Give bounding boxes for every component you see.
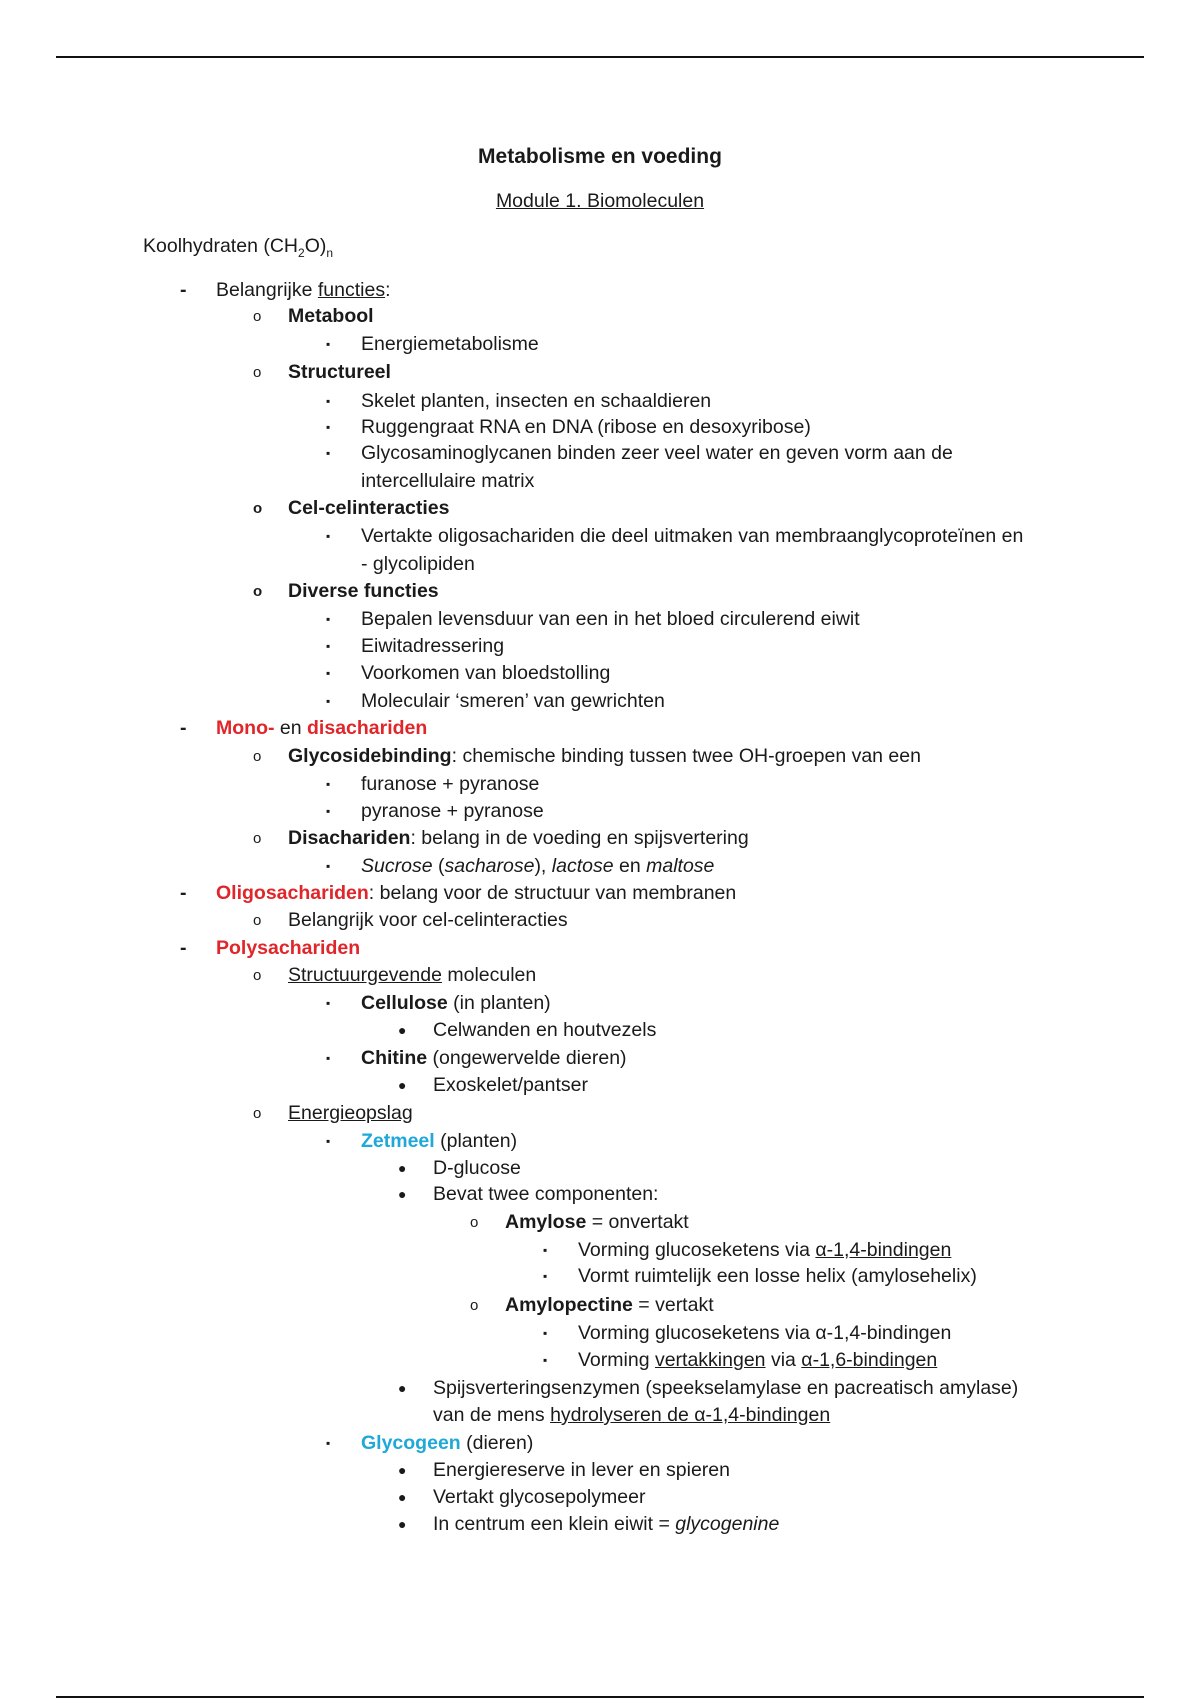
list-item: Spijsverteringsenzymen (speekselamylase en pacreatisch amylase) — [433, 1377, 1019, 1399]
bottom-rule — [56, 1696, 1144, 1698]
list-item: Vorming glucoseketens via α-1,4-bindingen — [578, 1322, 952, 1344]
list-item: Glycosaminoglycanen binden zeer veel water en geven vorm aan de — [361, 442, 953, 464]
list-item: Mono- en disachariden — [216, 717, 428, 739]
list-item-continuation: van de mens hydrolyseren de α-1,4-bindingen — [433, 1404, 831, 1426]
square-bullet: ▪ — [543, 1353, 548, 1367]
list-item: Moleculair ‘smeren’ van gewrichten — [361, 690, 665, 712]
list-item: Eiwitadressering — [361, 635, 505, 657]
square-bullet: ▪ — [326, 694, 331, 708]
circle-bullet: o — [253, 500, 263, 517]
square-bullet: ▪ — [326, 1436, 331, 1450]
circle-bullet: o — [253, 1105, 262, 1122]
list-item: Belangrijk voor cel-celinteracties — [288, 909, 568, 931]
square-bullet: ▪ — [326, 1051, 331, 1065]
list-item: Bevat twee componenten: — [433, 1183, 659, 1205]
circle-bullet: o — [253, 912, 262, 929]
circle-bullet: o — [253, 308, 262, 325]
dot-bullet: ● — [398, 1462, 407, 1478]
circle-bullet: o — [470, 1297, 479, 1314]
square-bullet: ▪ — [326, 420, 331, 434]
list-item: Energieopslag — [288, 1102, 413, 1124]
list-item: Structureel — [288, 361, 391, 383]
list-item: Vertakte oligosachariden die deel uitmaken van membraanglycoproteïnen en — [361, 525, 1024, 547]
list-item: furanose + pyranose — [361, 773, 540, 795]
square-bullet: ▪ — [326, 446, 331, 460]
circle-bullet: o — [253, 364, 262, 381]
list-item: Polysachariden — [216, 937, 361, 959]
list-item: Sucrose (sacharose), lactose en maltose — [361, 855, 715, 877]
list-item: D-glucose — [433, 1157, 521, 1179]
dot-bullet: ● — [398, 1160, 407, 1176]
list-item: Glycogeen (dieren) — [361, 1432, 534, 1454]
dash-bullet: - — [180, 717, 187, 739]
section-heading: Koolhydraten $(CH_2O)_n$ — [143, 235, 334, 260]
list-item: Energiemetabolisme — [361, 333, 539, 355]
circle-bullet: o — [253, 748, 262, 765]
list-item: Vorming vertakkingen via α-1,6-bindingen — [578, 1349, 938, 1371]
square-bullet: ▪ — [326, 639, 331, 653]
list-item: Amylose = onvertakt — [505, 1211, 689, 1233]
square-bullet: ▪ — [326, 394, 331, 408]
list-item: Zetmeel (planten) — [361, 1130, 518, 1152]
circle-bullet: o — [253, 583, 263, 600]
dot-bullet: ● — [398, 1489, 407, 1505]
square-bullet: ▪ — [326, 529, 331, 543]
list-item: Bepalen levensduur van een in het bloed circulerend eiwit — [361, 608, 860, 630]
dot-bullet: ● — [398, 1516, 407, 1532]
list-item: Voorkomen van bloedstolling — [361, 662, 611, 684]
square-bullet: ▪ — [326, 859, 331, 873]
list-item: Structuurgevende moleculen — [288, 964, 537, 986]
dot-bullet: ● — [398, 1380, 407, 1396]
list-item: Vorming glucoseketens via α-1,4-bindingen — [578, 1239, 952, 1261]
dash-bullet: - — [180, 279, 187, 301]
top-rule — [56, 56, 1144, 58]
square-bullet: ▪ — [543, 1326, 548, 1340]
dot-bullet: ● — [398, 1186, 407, 1202]
square-bullet: ▪ — [543, 1243, 548, 1257]
circle-bullet: o — [253, 967, 262, 984]
list-item: Vormt ruimtelijk een losse helix (amylosehelix) — [578, 1265, 977, 1287]
list-item: Oligosachariden: belang voor de structuur van membranen — [216, 882, 737, 904]
list-item: Diverse functies — [288, 580, 439, 602]
module-title: Module 1. Biomoleculen — [495, 190, 705, 212]
square-bullet: ▪ — [543, 1269, 548, 1283]
list-item: Belangrijke functies: — [216, 279, 391, 301]
list-item-continuation: intercellulaire matrix — [361, 470, 535, 492]
list-item: Metabool — [288, 305, 374, 327]
square-bullet: ▪ — [326, 337, 331, 351]
dot-bullet: ● — [398, 1022, 407, 1038]
list-item-continuation: - glycolipiden — [361, 553, 475, 575]
list-item: Glycosidebinding: chemische binding tussen twee OH-groepen van een — [288, 745, 921, 767]
list-item: Vertakt glycosepolymeer — [433, 1486, 646, 1508]
list-item: Disachariden: belang in de voeding en spijsvertering — [288, 827, 749, 849]
circle-bullet: o — [253, 830, 262, 847]
document-title: Metabolisme en voeding — [478, 145, 722, 168]
square-bullet: ▪ — [326, 1134, 331, 1148]
list-item: Ruggengraat RNA en DNA (ribose en desoxyribose) — [361, 416, 811, 438]
list-item: Exoskelet/pantser — [433, 1074, 589, 1096]
list-item: Cel-celinteracties — [288, 497, 450, 519]
list-item: Chitine (ongewervelde dieren) — [361, 1047, 627, 1069]
square-bullet: ▪ — [326, 804, 331, 818]
square-bullet: ▪ — [326, 612, 331, 626]
list-item: Celwanden en houtvezels — [433, 1019, 657, 1041]
list-item: In centrum een klein eiwit = glycogenine — [433, 1513, 780, 1535]
square-bullet: ▪ — [326, 666, 331, 680]
list-item: Skelet planten, insecten en schaaldieren — [361, 390, 712, 412]
dash-bullet: - — [180, 882, 187, 904]
square-bullet: ▪ — [326, 996, 331, 1010]
dash-bullet: - — [180, 937, 187, 959]
list-item: Cellulose (in planten) — [361, 992, 551, 1014]
circle-bullet: o — [470, 1214, 479, 1231]
list-item: Amylopectine = vertakt — [505, 1294, 714, 1316]
square-bullet: ▪ — [326, 777, 331, 791]
dot-bullet: ● — [398, 1077, 407, 1093]
list-item: Energiereserve in lever en spieren — [433, 1459, 730, 1481]
list-item: pyranose + pyranose — [361, 800, 544, 822]
